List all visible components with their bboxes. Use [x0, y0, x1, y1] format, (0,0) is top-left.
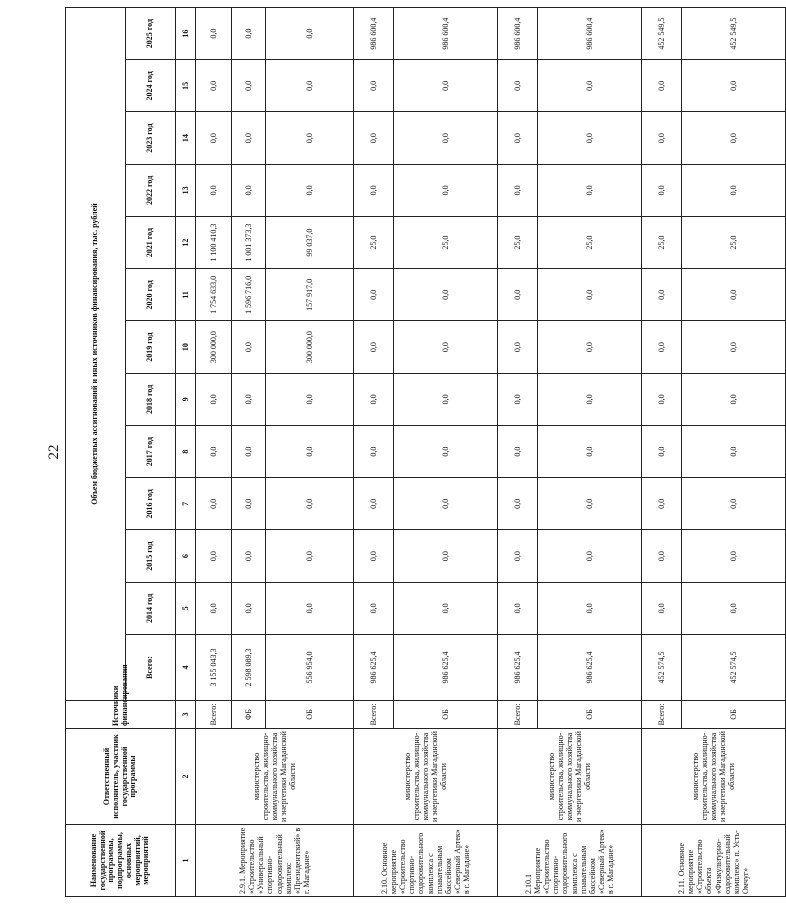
column-number: 6	[176, 530, 196, 582]
budget-table	[65, 7, 786, 897]
year-value: 300 000,0	[266, 321, 354, 373]
header-year: 2025 год	[126, 8, 176, 60]
total-value: 452 574,5	[642, 635, 682, 701]
year-value: 99 037,0	[266, 217, 354, 269]
column-number: 5	[176, 582, 196, 634]
total-value: 452 574,5	[682, 635, 786, 701]
year-value: 0,0	[354, 164, 394, 216]
year-value: 1 001 373,3	[232, 217, 266, 269]
year-value: 0,0	[642, 60, 682, 112]
year-value: 0,0	[394, 426, 498, 478]
year-value: 0,0	[266, 112, 354, 164]
year-value: 0,0	[232, 373, 266, 425]
year-value: 1 754 633,0	[196, 269, 232, 321]
funding-source: ОБ	[538, 701, 642, 729]
year-value: 0,0	[538, 164, 642, 216]
year-value: 25,0	[354, 217, 394, 269]
year-value: 986 600,4	[498, 8, 538, 60]
header-name: Наименование государственной программы, подпрограммы, основных мероприятий, мероприятий	[66, 825, 176, 897]
rotated-table-wrapper	[65, 7, 751, 897]
year-value: 452 549,5	[642, 8, 682, 60]
year-value: 452 549,5	[682, 8, 786, 60]
table-row	[354, 8, 394, 897]
year-value: 0,0	[538, 373, 642, 425]
year-value: 0,0	[354, 426, 394, 478]
year-value: 0,0	[642, 269, 682, 321]
total-value: 986 625,4	[498, 635, 538, 701]
year-value: 0,0	[498, 373, 538, 425]
program-name: 2.10. Основное мероприятие «Строительство спортивно-оздоровительного комплекса с плавательным бассейном «Северный Артек» в г. Магадане»	[354, 825, 498, 897]
year-value: 0,0	[232, 582, 266, 634]
total-value: 556 954,0	[266, 635, 354, 701]
year-value: 986 600,4	[394, 8, 498, 60]
year-value: 0,0	[498, 530, 538, 582]
year-value: 25,0	[682, 217, 786, 269]
column-number: 10	[176, 321, 196, 373]
year-value: 0,0	[538, 478, 642, 530]
total-value: 986 625,4	[354, 635, 394, 701]
header-sources: Источники финансирования	[66, 701, 176, 729]
year-value: 25,0	[642, 217, 682, 269]
header-year: 2020 год	[126, 269, 176, 321]
year-value: 25,0	[498, 217, 538, 269]
year-value: 0,0	[682, 426, 786, 478]
year-value: 0,0	[266, 8, 354, 60]
year-value: 0,0	[354, 112, 394, 164]
year-value: 0,0	[498, 582, 538, 634]
year-value: 0,0	[196, 426, 232, 478]
year-value: 0,0	[394, 478, 498, 530]
funding-source: ОБ	[266, 701, 354, 729]
year-value: 0,0	[498, 269, 538, 321]
column-number: 16	[176, 8, 196, 60]
column-number: 7	[176, 478, 196, 530]
year-value: 986 600,4	[354, 8, 394, 60]
year-value: 300 000,0	[196, 321, 232, 373]
year-value: 0,0	[498, 478, 538, 530]
header-responsible: Ответственный исполнитель, участник государственной программы	[66, 729, 176, 825]
year-value: 0,0	[682, 530, 786, 582]
column-number: 14	[176, 112, 196, 164]
year-value: 0,0	[232, 164, 266, 216]
year-value: 986 600,4	[538, 8, 642, 60]
year-value: 0,0	[266, 373, 354, 425]
header-volume: Объем бюджетных ассигнований и иных источников финансирования, тыс. рублей	[66, 8, 126, 701]
year-value: 0,0	[394, 112, 498, 164]
header-total: Всего:	[126, 635, 176, 701]
year-value: 0,0	[196, 582, 232, 634]
column-number: 3	[176, 701, 196, 729]
table-row	[642, 8, 682, 897]
year-value: 0,0	[354, 582, 394, 634]
year-value: 0,0	[354, 60, 394, 112]
year-value: 157 917,0	[266, 269, 354, 321]
year-value: 0,0	[498, 164, 538, 216]
funding-source: Всего:	[642, 701, 682, 729]
year-value: 0,0	[196, 8, 232, 60]
column-number: 9	[176, 373, 196, 425]
column-number: 1	[176, 825, 196, 897]
column-number: 11	[176, 269, 196, 321]
year-value: 0,0	[266, 582, 354, 634]
year-value: 0,0	[642, 373, 682, 425]
year-value: 0,0	[682, 112, 786, 164]
year-value: 0,0	[394, 582, 498, 634]
table-row	[196, 8, 232, 897]
year-value: 0,0	[394, 530, 498, 582]
year-value: 0,0	[394, 60, 498, 112]
year-value: 0,0	[266, 60, 354, 112]
year-value: 0,0	[196, 112, 232, 164]
year-value: 0,0	[354, 269, 394, 321]
column-number: 8	[176, 426, 196, 478]
year-value: 0,0	[642, 321, 682, 373]
year-value: 0,0	[642, 164, 682, 216]
program-name: 2.11. Основное мероприятие «Строительство объекта «Физкультурно-оздоровительный комплекс» п. Усть-Омчуг»	[642, 825, 786, 897]
year-value: 0,0	[642, 478, 682, 530]
year-value: 0,0	[232, 112, 266, 164]
year-value: 0,0	[538, 530, 642, 582]
year-value: 0,0	[354, 321, 394, 373]
program-name: 2.9.1. Мероприятие «Строительство «Универсальный спортивно-оздоровительный комплекс «Президентский» в г. Магадане»	[196, 825, 354, 897]
year-value: 0,0	[682, 582, 786, 634]
year-value: 0,0	[196, 164, 232, 216]
column-number: 12	[176, 217, 196, 269]
year-value: 0,0	[538, 269, 642, 321]
funding-source: Всего:	[498, 701, 538, 729]
year-value: 0,0	[682, 373, 786, 425]
header-year: 2015 год	[126, 530, 176, 582]
year-value: 0,0	[196, 478, 232, 530]
year-value: 0,0	[498, 426, 538, 478]
year-value: 0,0	[682, 60, 786, 112]
responsible-executor: министерство строительства, жилищно-коммунального хозяйства и энергетики Магаданской области	[642, 729, 786, 825]
header-year: 2019 год	[126, 321, 176, 373]
header-year: 2024 год	[126, 60, 176, 112]
year-value: 0,0	[232, 8, 266, 60]
year-value: 0,0	[642, 426, 682, 478]
year-value: 0,0	[394, 269, 498, 321]
year-value: 0,0	[266, 164, 354, 216]
header-year: 2014 год	[126, 582, 176, 634]
header-year: 2018 год	[126, 373, 176, 425]
year-value: 0,0	[538, 60, 642, 112]
funding-source: ОБ	[394, 701, 498, 729]
year-value: 0,0	[266, 426, 354, 478]
year-value: 0,0	[232, 478, 266, 530]
year-value: 0,0	[266, 478, 354, 530]
header-year: 2021 год	[126, 217, 176, 269]
column-number: 15	[176, 60, 196, 112]
program-name: 2.10.1 Мероприятие «Строительство спортивно-оздоровительного комплекса с плавательным бассейном «Северный Артек» в г. Магадане»	[498, 825, 642, 897]
header-year: 2016 год	[126, 478, 176, 530]
year-value: 0,0	[642, 530, 682, 582]
year-value: 0,0	[538, 582, 642, 634]
year-value: 0,0	[394, 373, 498, 425]
header-year: 2023 год	[126, 112, 176, 164]
year-value: 0,0	[498, 112, 538, 164]
year-value: 0,0	[196, 373, 232, 425]
total-value: 986 625,4	[394, 635, 498, 701]
year-value: 0,0	[682, 164, 786, 216]
year-value: 0,0	[232, 60, 266, 112]
year-value: 1 100 410,3	[196, 217, 232, 269]
responsible-executor: министерство строительства, жилищно-коммунального хозяйства и энергетики Магаданской области	[354, 729, 498, 825]
year-value: 0,0	[642, 582, 682, 634]
year-value: 0,0	[196, 530, 232, 582]
year-value: 25,0	[394, 217, 498, 269]
funding-source: Всего:	[196, 701, 232, 729]
total-value: 2 598 089,3	[232, 635, 266, 701]
table-row	[498, 8, 538, 897]
year-value: 0,0	[266, 530, 354, 582]
column-number: 2	[176, 729, 196, 825]
column-number: 13	[176, 164, 196, 216]
responsible-executor: министерство строительства, жилищно-коммунального хозяйства и энергетики Магаданской области	[498, 729, 642, 825]
year-value: 0,0	[538, 426, 642, 478]
total-value: 986 625,4	[538, 635, 642, 701]
funding-source: ФБ	[232, 701, 266, 729]
funding-source: Всего:	[354, 701, 394, 729]
year-value: 0,0	[538, 112, 642, 164]
year-value: 0,0	[232, 321, 266, 373]
year-value: 0,0	[642, 112, 682, 164]
year-value: 1 596 716,0	[232, 269, 266, 321]
year-value: 0,0	[394, 164, 498, 216]
year-value: 0,0	[354, 478, 394, 530]
year-value: 0,0	[682, 269, 786, 321]
year-value: 0,0	[354, 373, 394, 425]
year-value: 0,0	[394, 321, 498, 373]
year-value: 0,0	[232, 426, 266, 478]
year-value: 0,0	[682, 478, 786, 530]
year-value: 0,0	[538, 321, 642, 373]
year-value: 0,0	[498, 321, 538, 373]
funding-source: ОБ	[682, 701, 786, 729]
page-number: 22	[46, 444, 62, 460]
year-value: 0,0	[196, 60, 232, 112]
total-value: 3 155 043,3	[196, 635, 232, 701]
year-value: 0,0	[682, 321, 786, 373]
column-number: 4	[176, 635, 196, 701]
year-value: 25,0	[538, 217, 642, 269]
year-value: 0,0	[232, 530, 266, 582]
header-year: 2017 год	[126, 426, 176, 478]
header-year: 2022 год	[126, 164, 176, 216]
year-value: 0,0	[498, 60, 538, 112]
responsible-executor: министерство строительства, жилищно-коммунального хозяйства и энергетики Магаданской области	[196, 729, 354, 825]
year-value: 0,0	[354, 530, 394, 582]
